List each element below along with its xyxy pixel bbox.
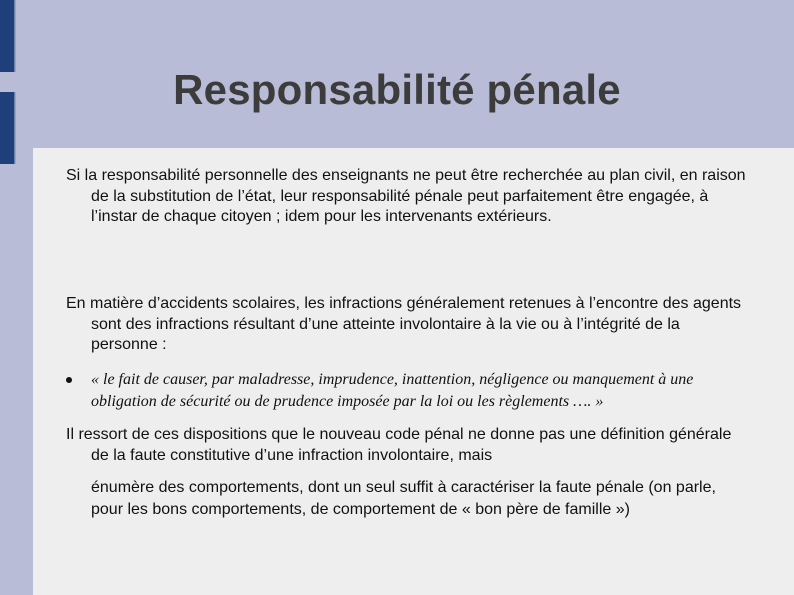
bullet-dot-icon [66, 377, 72, 383]
paragraph-responsabilite: Si la responsabilité personnelle des enseignants ne peut être recherchée au plan civil, en raison de la substitution de l’état, leur responsabilité pénale peut parfaitement être engagée, à l’instar de chaque citoyen ; idem pour les intervenants extérieurs. [66, 167, 746, 225]
paragraph-dispositions: Il ressort de ces dispositions que le nouveau code pénal ne donne pas une définition générale de la faute constitutive d’une infraction involontaire, mais [66, 426, 732, 464]
bullet-quote-text: « le fait de causer, par maladresse, imprudence, inattention, négligence ou manquement à une obligation de sécurité ou de prudence imposée par la loi ou les règlements …. » [91, 371, 694, 410]
paragraph-comportements: énumère des comportements, dont un seul suffit à caractériser la faute pénale (on parle, pour les bons comportements, de comportement de « bon père de famille ») [91, 479, 716, 518]
accent-bar-top [0, 0, 15, 72]
paragraph-accidents-scolaires: En matière d’accidents scolaires, les infractions généralement retenues à l’encontre des agents sont des infractions résultant d’une atteinte involontaire à la vie ou à l’intégrité de la personne : [66, 295, 742, 353]
slide-title: Responsabilité pénale [173, 66, 621, 113]
